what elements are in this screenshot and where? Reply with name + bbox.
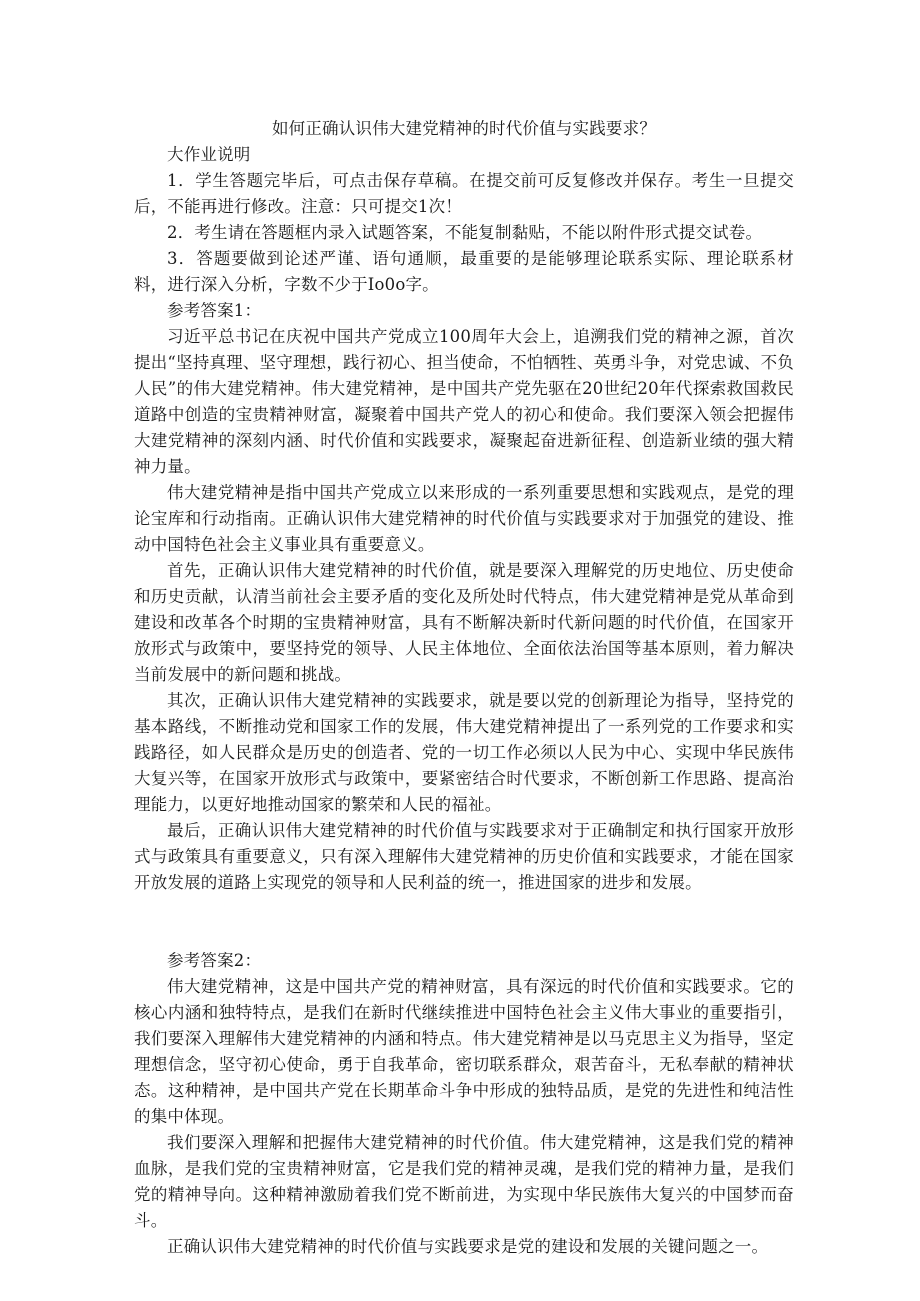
answer1-paragraph: 最后，正确认识伟大建党精神的时代价值与实践要求对于正确制定和执行国家开放形式与政策具有重要意义，只有深入理解伟大建党精神的历史价值和实践要求，才能在国家开放发展的道路上实现党的领导和人民利益的统一，推进国家的进步和发展。 [134, 821, 794, 892]
document-title: 如何正确认识伟大建党精神的时代价值与实践要求？ [271, 119, 657, 138]
instructions-heading: 大作业说明 [167, 145, 251, 164]
section-gap [134, 896, 794, 948]
answer1-paragraph: 其次，正确认识伟大建党精神的实践要求，就是要以党的创新理论为指导，坚持党的基本路线，不断推动党和国家工作的发展，伟大建党精神提出了一系列党的工作要求和实践路径，如人民群众是历史的创造者、党的一切工作必须以人民为中心、实现中华民族伟大复兴等，在国家开放形式与政策中，要紧密结合时代要求，不断创新工作思路、提高治理能力，以更好地推动国家的繁荣和人民的福祉。 [134, 691, 794, 814]
instruction-item: 3．答题要做到论述严谨、语句通顺，最重要的是能够理论联系实际、理论联系材料，进行深入分析，字数不少于Io0o字。 [134, 249, 794, 294]
answer2-paragraph: 正确认识伟大建党精神的时代价值与实践要求是党的建设和发展的关键问题之一。 [167, 1237, 769, 1256]
answer1-paragraph: 习近平总书记在庆祝中国共产党成立100周年大会上，追溯我们党的精神之源，首次提出“坚持真理、坚守理想，践行初心、担当使命，不怕牺牲、英勇斗争，对党忠诚、不负人民”的伟大建党精神。伟大建党精神，是中国共产党先驱在20世纪20年代探索救国救民道路中创造的宝贵精神财富，凝聚着中国共产党人的初心和使命。我们要深入领会把握伟大建党精神的深刻内涵、时代价值和实践要求，凝聚起奋进新征程、创造新业绩的强大精神力量。 [134, 327, 794, 476]
instruction-item: 1．学生答题完毕后，可点击保存草稿。在提交前可反复修改并保存。考生一旦提交后，不能再进行修改。注意：只可提交1次！ [134, 171, 794, 216]
instruction-item: 2．考生请在答题框内录入试题答案，不能复制黏贴，不能以附件形式提交试卷。 [167, 223, 763, 242]
answer2-paragraph: 我们要深入理解和把握伟大建党精神的时代价值。伟大建党精神，这是我们党的精神血脉，是我们党的宝贵精神财富，它是我们党的精神灵魂，是我们党的精神力量，是我们党的精神导向。这种精神激励着我们党不断前进，为实现中华民族伟大复兴的中国梦而奋斗。 [134, 1133, 794, 1230]
answer1-label: 参考答案1： [167, 301, 262, 320]
document-page [134, 116, 794, 1260]
answer1-paragraph: 首先，正确认识伟大建党精神的时代价值，就是要深入理解党的历史地位、历史使命和历史贡献，认清当前社会主要矛盾的变化及所处时代特点，伟大建党精神是党从革命到建设和改革各个时期的宝贵精神财富，具有不断解决新时代新问题的时代价值，在国家开放形式与政策中，要坚持党的领导、人民主体地位、全面依法治国等基本原则，着力解决当前发展中的新问题和挑战。 [134, 561, 794, 684]
answer2-paragraph: 伟大建党精神，这是中国共产党的精神财富，具有深远的时代价值和实践要求。它的核心内涵和独特特点，是我们在新时代继续推进中国特色社会主义伟大事业的重要指引，我们要深入理解伟大建党精神的内涵和特点。伟大建党精神是以马克思主义为指导，坚定理想信念，坚守初心使命，勇于自我革命，密切联系群众，艰苦奋斗，无私奉献的精神状态。这种精神，是中国共产党在长期革命斗争中形成的独特品质，是党的先进性和纯洁性的集中体现。 [134, 977, 794, 1126]
answer2-label: 参考答案2： [167, 951, 262, 970]
answer1-paragraph: 伟大建党精神是指中国共产党成立以来形成的一系列重要思想和实践观点，是党的理论宝库和行动指南。正确认识伟大建党精神的时代价值与实践要求对于加强党的建设、推动中国特色社会主义事业具有重要意义。 [134, 483, 794, 554]
